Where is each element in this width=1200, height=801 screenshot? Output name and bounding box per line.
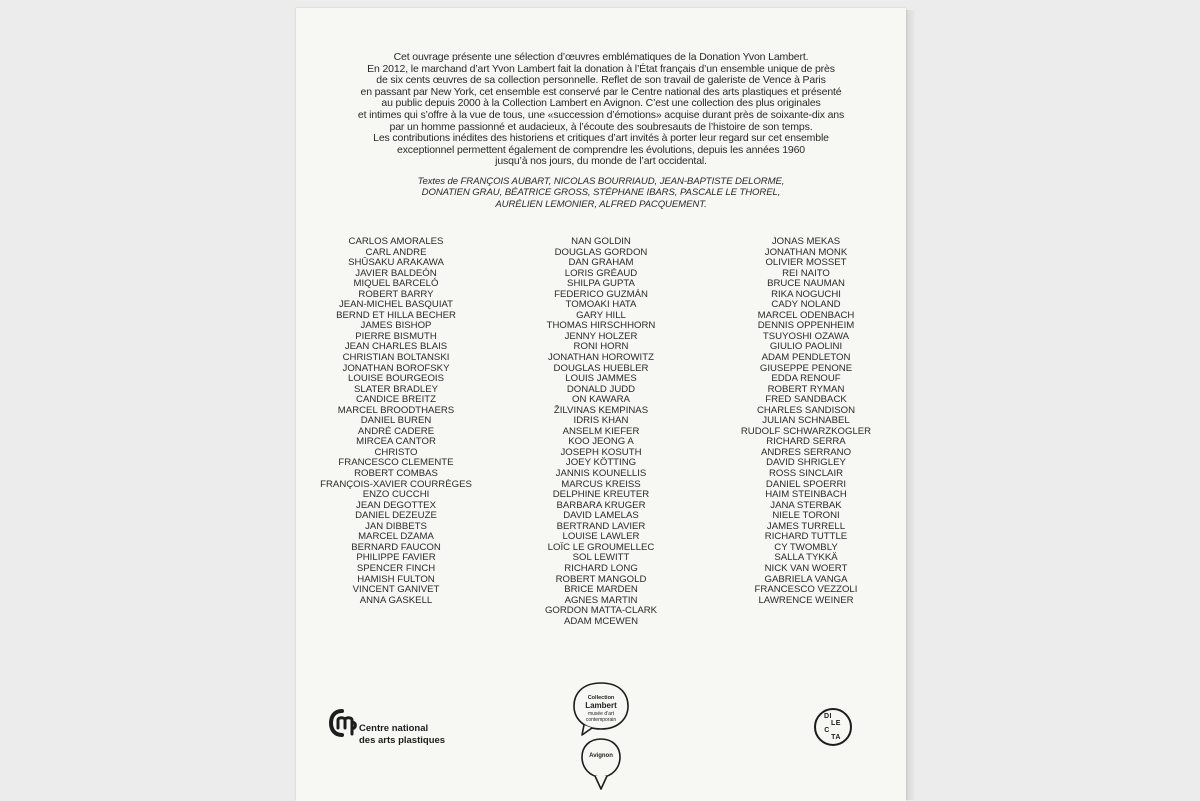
artist-name: DONALD JUDD [566,383,636,395]
artist-name: JONATHAN HOROWITZ [548,352,654,364]
artist-name: GIULIO PAOLINI [769,341,843,353]
artist-name: JEAN DEGOTTEX [356,499,436,511]
artist-name: JAMES TURRELL [766,520,846,532]
dilecta-row: TA [831,734,841,741]
artist-name: CHRISTO [374,446,418,458]
blurb-line: par un homme passionné et audacieux, à l’écoute des soubresauts de l’histoire de son temps. [389,120,813,133]
authors-line: Textes de FRANÇOIS AUBART, NICOLAS BOURRIAUD, JEAN-BAPTISTE DELORME, [417,176,785,187]
artist-name: ROBERT MANGOLD [555,573,647,585]
artist-name: MIQUEL BARCELÓ [353,278,439,290]
artist-name: NICK VAN WOERT [764,562,848,574]
artist-name: DANIEL DEZEUZE [355,510,437,522]
artist-name: LOÏC LE GROUMELLEC [547,541,655,553]
blurb-line: Les contributions inédites des historiens et critiques d’art invités à porter leur regard sur cet ensemble [373,132,829,145]
artist-name: GABRIELA VANGA [764,573,848,585]
artist-name: TOMOAKI HATA [565,299,637,311]
cnap-name-line-1: Centre national [359,723,429,734]
artist-name: JAN DIBBETS [365,520,427,532]
artist-name: HAIM STEINBACH [765,489,847,501]
artist-name: CY TWOMBLY [774,541,838,553]
artist-name: JONATHAN MONK [764,246,848,258]
artist-name: PHILIPPE FAVIER [356,552,436,564]
artist-name: DELPHINE KREUTER [552,489,650,501]
artist-name: KOO JEONG A [568,436,634,448]
artist-name: CARL ANDRE [365,246,427,258]
blurb-line: En 2012, le marchand d’art Yvon Lambert fait la donation à l’État français d’un ensemble unique de près [367,62,835,75]
artist-name: JENNY HOLZER [564,330,638,342]
artist-name: DAN GRAHAM [568,257,634,269]
artist-list-column-3 [711,237,901,606]
dilecta-row: DI [824,713,832,720]
artist-name: DANIEL SPOERRI [765,478,847,490]
artist-name: ANSELM KIEFER [562,425,640,437]
artist-name: OLIVIER MOSSET [765,257,847,269]
artist-name: ANDRÉ CADERE [357,425,435,437]
artist-name: MIRCEA CANTOR [356,436,436,448]
artist-name: BERTRAND LAVIER [556,520,646,532]
artist-name: JONAS MEKAS [771,236,841,247]
artist-name: ROBERT COMBAS [354,468,438,480]
authors-credit [316,176,886,210]
dilecta-logo [814,708,852,746]
artist-name: MARCUS KREISS [561,478,641,490]
artist-name: PIERRE BISMUTH [355,330,437,342]
artist-name: NIELE TORONI [772,510,840,522]
dilecta-row: LE [831,720,841,727]
artist-name: IDRIS KHAN [573,415,629,427]
blurb-line: Cet ouvrage présente une sélection d’œuvres emblématiques de la Donation Yvon Lambert. [393,51,809,63]
artist-name: DOUGLAS HUEBLER [553,362,649,374]
artist-name: BRUCE NAUMAN [767,278,845,290]
artist-name: GARY HILL [576,309,626,321]
artist-name: DANIEL BUREN [360,415,432,427]
artist-name: JOEY KÖTTING [565,457,637,469]
artist-name: ADAM MCEWEN [563,615,639,627]
artist-name: EDDA RENOUF [771,373,841,385]
lambert-subtitle-1: musée d’art [587,711,615,717]
artist-name: JAVIER BALDEÓN [355,267,437,279]
dilecta-row: C [824,727,830,734]
artist-name: ROSS SINCLAIR [768,468,844,480]
artist-name: JONATHAN BOROFSKY [342,362,450,374]
artist-name: JANA STERBAK [770,499,842,511]
artist-name: SALLA TYKKÄ [774,552,838,564]
artist-name: RICHARD LONG [564,562,638,574]
artist-name: AGNES MARTIN [564,594,638,606]
artist-name: MARCEL ODENBACH [757,309,855,321]
blurb-line: de six cents œuvres de sa collection personnelle. Reflet de son travail de galeriste de Vence à Paris [376,74,826,87]
artist-name: ROBERT BARRY [358,288,434,300]
authors-line: DONATIEN GRAU, BÉATRICE GROSS, STÉPHANE IBARS, PASCALE LE THOREL, [421,187,781,199]
artist-name: DAVID SHRIGLEY [766,457,846,469]
cnap-mark-icon [329,708,359,742]
authors-line: AURÉLIEN LEMONIER, ALFRED PACQUEMENT. [495,198,707,210]
artist-name: SOL LEWITT [572,552,630,564]
artist-list-column-2 [506,237,696,627]
artist-name: MARCEL BROODTHAERS [337,404,455,416]
artist-name: RICHARD TUTTLE [764,531,848,543]
book-edge-shadow [906,10,916,800]
artist-name: CADY NOLAND [771,299,841,311]
artist-name: LOUISE LAWLER [562,531,640,543]
artist-name: ENZO CUCCHI [362,489,430,501]
artist-name: SPENCER FINCH [356,562,436,574]
artist-name: FEDERICO GUZMÁN [554,288,648,300]
collection-lambert-logo [558,673,644,801]
artist-name: SHŪSAKU ARAKAWA [348,257,444,269]
blurb-line: et intimes qui s’offre à la vue de tous, une «succession d’émotions» acquise durant près de soixante-dix ans [357,108,845,121]
book-back-cover [296,8,906,801]
artist-name: LORIS GRÉAUD [564,267,638,279]
artist-name: LOUISE BOURGEOIS [348,373,444,385]
artist-name: BARBARA KRUGER [556,499,646,511]
artist-name: BRICE MARDEN [564,584,638,596]
artist-name: SLATER BRADLEY [353,383,439,395]
lambert-name: Lambert [585,701,617,710]
artist-name: RONI HORN [573,341,629,353]
artist-name: REI NAITO [782,267,830,279]
artist-name: ADAM PENDLETON [761,352,851,364]
blurb-line: exceptionnel permettent également de comprendre les évolutions, depuis les années 1960 [397,143,805,156]
artist-name: FRANCESCO VEZZOLI [754,584,858,596]
artist-name: SHILPA GUPTA [567,278,635,290]
artist-name: JAMES BISHOP [360,320,432,332]
lambert-subtitle-2: contemporain [585,717,617,723]
artist-name: BERND ET HILLA BECHER [336,309,456,321]
artist-name: ŽILVINAS KEMPINAS [553,404,649,416]
artist-name: GORDON MATTA-CLARK [544,605,658,617]
artist-name: GIUSEPPE PENONE [759,362,853,374]
artist-name: FRED SANDBACK [765,394,847,406]
artist-name: RIKA NOGUCHI [771,288,841,300]
artist-name: LAWRENCE WEINER [758,594,854,606]
artist-name: CHRISTIAN BOLTANSKI [342,352,450,364]
lambert-speech-bubble-icon [558,673,644,801]
artist-name: JEAN CHARLES BLAIS [344,341,448,353]
artist-name: ANNA GASKELL [359,594,433,606]
artist-name: DAVID LAMELAS [563,510,639,522]
artist-name: ANDRES SERRANO [760,446,852,458]
artist-name: ROBERT RYMAN [767,383,845,395]
artist-name: RUDOLF SCHWARZKOGLER [740,425,872,437]
artist-name: HAMISH FULTON [357,573,435,585]
artist-name: CHARLES SANDISON [756,404,856,416]
artist-name: NAN GOLDIN [571,236,631,247]
artist-name: MARCEL DZAMA [358,531,434,543]
artist-name: THOMAS HIRSCHHORN [546,320,656,332]
blurb-line: en passant par New York, cet ensemble est conservé par le Centre national des arts plastiques et présenté [360,85,842,98]
artist-name: FRANCESCO CLEMENTE [338,457,454,469]
artist-name: DOUGLAS GORDON [554,246,648,258]
lambert-city: Avignon [589,753,613,759]
artist-name: LOUIS JAMMES [565,373,637,385]
blurb-line: jusqu’à nos jours, du monde de l’art occidental. [495,155,707,168]
artist-name: ON KAWARA [572,394,630,406]
artist-name: JOSEPH KOSUTH [560,446,642,458]
artist-name: JULIAN SCHNABEL [762,415,850,427]
artist-name: CARLOS AMORALES [348,236,444,247]
blurb-line: au public depuis 2000 à la Collection Lambert en Avignon. C’est une collection des plus originales [381,97,821,110]
artist-name: RICHARD SERRA [766,436,846,448]
artist-name: JEAN-MICHEL BASQUIAT [338,299,454,311]
artist-name: JANNIS KOUNELLIS [555,468,647,480]
lambert-collection-label: Collection [587,695,615,701]
cnap-name-line-2: des arts plastiques [359,735,446,746]
artist-name: FRANÇOIS-XAVIER COURRÈGES [320,478,472,490]
artist-name: VINCENT GANIVET [352,584,440,596]
cover-blurb [316,52,886,168]
artist-list-column-1 [301,237,491,606]
artist-name: TSUYOSHI OZAWA [762,330,850,342]
artist-name: DENNIS OPPENHEIM [757,320,855,332]
artist-name: BERNARD FAUCON [351,541,441,553]
artist-name: CANDICE BREITZ [356,394,436,406]
